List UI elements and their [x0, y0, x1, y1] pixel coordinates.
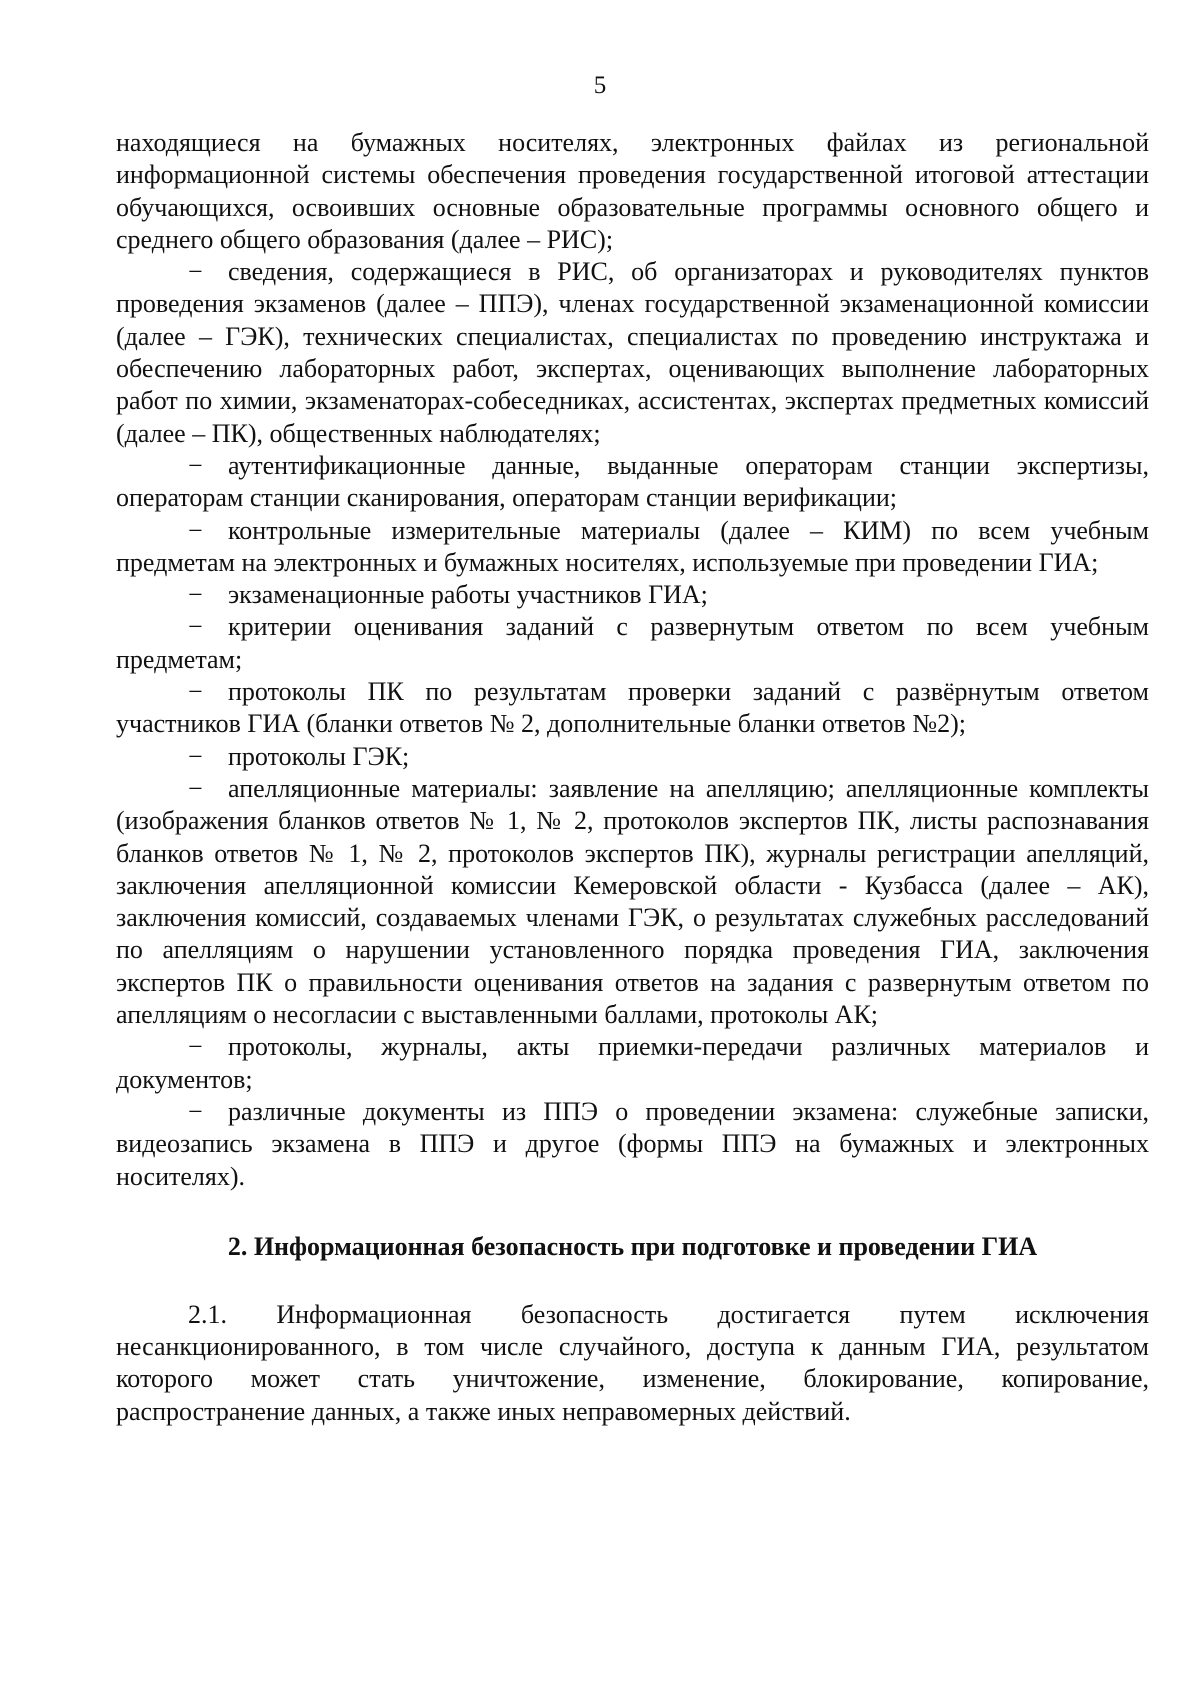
list-item — [116, 1096, 1149, 1193]
list-item-text: протоколы ПК по результатам проверки заданий с развёрнутым ответом участников ГИА (бланки ответов № 2, дополнительные бланки ответов №2); — [116, 677, 1149, 739]
dash-marker: − — [188, 1096, 203, 1126]
dash-marker: − — [188, 741, 203, 771]
list-item — [116, 676, 1149, 741]
list-item — [116, 450, 1149, 515]
dash-marker: − — [188, 515, 203, 545]
page-number: 5 — [593, 72, 607, 99]
materials-list — [116, 256, 1149, 1193]
dash-marker: − — [188, 257, 203, 287]
list-item — [116, 1031, 1149, 1096]
list-item-text: протоколы, журналы, акты приемки-передачи различных материалов и документов; — [116, 1032, 1149, 1094]
section-heading: 2. Информационная безопасность при подготовке и проведении ГИА — [227, 1231, 1038, 1261]
dash-marker: − — [188, 580, 203, 610]
list-item — [116, 579, 1149, 611]
dash-marker: − — [188, 612, 203, 642]
list-item-text: сведения, содержащиеся в РИС, об организаторах и руководителях пунктов проведения экзаменов (далее – ППЭ), членах государственной экзаменационной комиссии (далее – ГЭК), технических специалистах, специалистах по проведению инструктажа и обеспечению лабораторных работ, экспертах, оценивающих выполнение лабораторных работ по химии, экзаменаторах-собеседниках, ассистентах, экспертах предметных комиссий (далее – ПК), общественных наблюдателях; — [116, 257, 1149, 448]
dash-marker: − — [188, 1032, 203, 1062]
list-item — [116, 515, 1149, 580]
dash-marker: − — [188, 677, 203, 707]
list-item-text: различные документы из ППЭ о проведении экзамена: служебные записки, видеозапись экзамена в ППЭ и другое (формы ППЭ на бумажных и электронных носителях). — [116, 1096, 1149, 1191]
list-item — [116, 611, 1149, 676]
list-item-text: контрольные измерительные материалы (далее – КИМ) по всем учебным предметам на электронных и бумажных носителях, используемые при проведении ГИА; — [116, 515, 1149, 577]
document-body — [116, 127, 1149, 1428]
list-item-text: протоколы ГЭК; — [228, 741, 410, 771]
opening-paragraph: находящиеся на бумажных носителях, электронных файлах из региональной информационной системы обеспечения проведения государственной итоговой аттестации обучающихся, освоивших основные образовательные программы основного общего и среднего общего образования (далее – РИС); — [116, 128, 1149, 254]
list-item — [116, 741, 1149, 773]
list-item-text: критерии оценивания заданий с развернутым ответом по всем учебным предметам; — [116, 612, 1149, 674]
list-item — [116, 773, 1149, 1031]
list-item-text: экзаменационные работы участников ГИА; — [228, 580, 708, 610]
list-item — [116, 256, 1149, 450]
list-item-text: аутентификационные данные, выданные операторам станции экспертизы, операторам станции сканирования, операторам станции верификации; — [116, 450, 1149, 513]
dash-marker: − — [188, 773, 203, 803]
dash-marker: − — [188, 450, 203, 480]
list-item-text: апелляционные материалы: заявление на апелляцию; апелляционные комплекты (изображения бланков ответов № 1, № 2, протоколов экспертов ПК, листы распознавания бланков ответов № 1, № 2, протоколов экспертов ПК), журналы регистрации апелляций, заключения апелляционной комиссии Кемеровской области - Кузбасса (далее – АК), заключения комиссий, создаваемых членами ГЭК, о результатах служебных расследований по апелляциям о нарушении установленного порядка проведения ГИА, заключения экспертов ПК о правильности оценивания ответов на задания с развернутым ответом по апелляциям о несогласии с выставленными баллами, протоколы АК; — [116, 773, 1149, 1030]
paragraph-2-1: 2.1. Информационная безопасность достигается путем исключения несанкционированного, в том числе случайного, доступа к данным ГИА, результатом которого может стать уничтожение, изменение, блокирование, копирование, распространение данных, а также иных неправомерных действий. — [116, 1299, 1149, 1426]
